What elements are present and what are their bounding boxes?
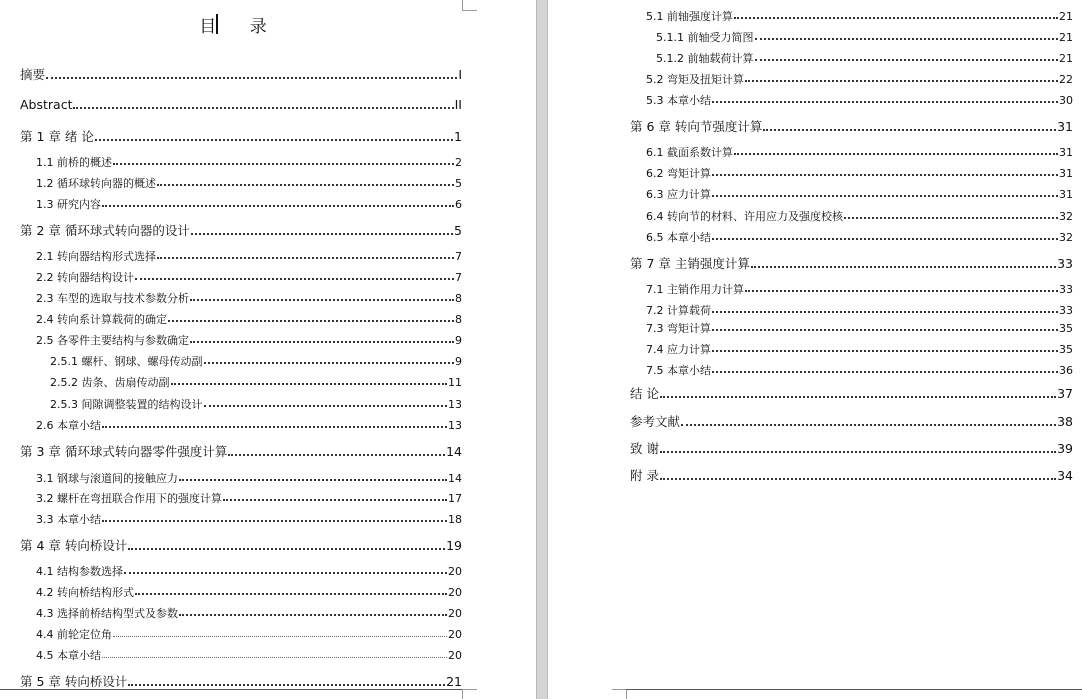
margin-line <box>0 689 462 690</box>
toc-page-number: 39 <box>1057 441 1073 456</box>
dot-leader <box>734 153 1058 155</box>
toc-page-number: 8 <box>455 292 462 305</box>
dot-leader <box>113 163 454 165</box>
toc-section-entry[interactable] <box>646 323 1073 334</box>
toc-entry-label: 2.5.3 间隙调整装置的结构设计 <box>50 398 203 411</box>
dot-leader <box>95 139 453 141</box>
toc-entry-label: 第 2 章 循环球式转向器的设计 <box>20 223 190 238</box>
toc-page-number: 37 <box>1057 386 1073 401</box>
margin-corner-mark <box>612 689 627 699</box>
toc-section-entry[interactable] <box>36 473 462 484</box>
toc-entry-label: 4.1 结构参数选择 <box>36 565 123 578</box>
toc-entry-label: 1.3 研究内容 <box>36 198 101 211</box>
toc-page-number: 9 <box>455 334 462 347</box>
toc-entry-label: 1.1 前桥的概述 <box>36 156 112 169</box>
toc-section-entry[interactable] <box>50 399 462 410</box>
toc-chapter-entry[interactable] <box>20 131 462 144</box>
toc-chapter-entry[interactable] <box>630 470 1073 483</box>
toc-entry-label: 7.1 主销作用力计算 <box>646 283 744 296</box>
toc-entry-label: 4.4 前轮定位角 <box>36 628 112 641</box>
toc-page-number: 21 <box>1059 52 1073 65</box>
toc-entry-label: 第 3 章 循环球式转向器零件强度计算 <box>20 444 228 459</box>
margin-corner-mark <box>462 689 477 699</box>
margin-line <box>626 689 1082 690</box>
toc-page-number: 9 <box>455 355 462 368</box>
dot-leader <box>124 572 447 574</box>
dot-leader <box>157 184 454 186</box>
dot-leader <box>660 451 1056 453</box>
toc-chapter-entry[interactable] <box>20 225 462 238</box>
toc-entry-label: 2.5.2 齿条、齿扇传动副 <box>50 376 170 389</box>
toc-entry-label: 4.3 选择前桥结构型式及参数 <box>36 607 178 620</box>
dot-leader <box>135 593 447 595</box>
dot-leader <box>128 684 445 686</box>
left-page <box>0 0 536 699</box>
dot-leader <box>712 371 1058 373</box>
dot-leader <box>190 341 454 343</box>
toc-section-entry[interactable] <box>646 232 1073 243</box>
toc-page-number: 6 <box>455 198 462 211</box>
toc-entry-label: 参考文献 <box>630 414 681 429</box>
toc-chapter-entry[interactable] <box>630 416 1073 429</box>
toc-section-entry[interactable] <box>646 344 1073 355</box>
toc-entry-label: 4.2 转向桥结构形式 <box>36 586 134 599</box>
dot-leader <box>223 499 447 501</box>
dot-leader <box>712 329 1058 331</box>
dot-leader <box>171 383 448 385</box>
toc-page-number: 20 <box>448 628 462 641</box>
dot-leader <box>712 238 1058 240</box>
dot-leader <box>190 299 454 301</box>
toc-title: 目 录 <box>199 17 281 37</box>
toc-page-number: 30 <box>1059 94 1073 107</box>
toc-chapter-entry[interactable] <box>20 446 462 459</box>
dot-leader <box>755 59 1059 61</box>
toc-page-number: 21 <box>446 674 462 689</box>
toc-entry-label: 7.2 计算载荷 <box>646 304 711 317</box>
toc-page-number: 21 <box>1059 10 1073 23</box>
toc-entry-label: Abstract <box>20 97 73 112</box>
toc-section-entry[interactable] <box>656 32 1073 43</box>
toc-page-number: 35 <box>1059 343 1073 356</box>
toc-page-number: 5 <box>454 223 462 238</box>
toc-section-entry[interactable] <box>656 53 1073 64</box>
dot-leader <box>102 426 447 428</box>
toc-section-entry[interactable] <box>50 377 462 388</box>
toc-section-entry[interactable] <box>646 74 1073 85</box>
toc-entry-label: 7.4 应力计算 <box>646 343 711 356</box>
toc-page-number: 13 <box>448 398 462 411</box>
toc-page-number: 17 <box>448 492 462 505</box>
toc-entry-label: 3.1 钢球与滚道间的接触应力 <box>36 472 178 485</box>
toc-entry-label: 第 1 章 绪 论 <box>20 129 94 144</box>
toc-page-number: 13 <box>448 419 462 432</box>
toc-page-number: 38 <box>1057 414 1073 429</box>
toc-page-number: 32 <box>1059 210 1073 223</box>
dot-leader <box>734 17 1058 19</box>
dot-leader <box>179 479 447 481</box>
toc-page-number: I <box>458 67 462 82</box>
toc-section-entry[interactable] <box>36 272 462 283</box>
right-page <box>548 0 1082 699</box>
dot-leader <box>135 278 454 280</box>
margin-corner-mark <box>462 0 477 11</box>
toc-entry-label: 致 谢 <box>630 441 659 456</box>
toc-page-number: 7 <box>455 250 462 263</box>
toc-page-number: 31 <box>1059 188 1073 201</box>
toc-page-number: 31 <box>1059 167 1073 180</box>
dot-leader <box>204 405 448 407</box>
toc-entry-label: 3.2 螺杆在弯扭联合作用下的强度计算 <box>36 492 222 505</box>
toc-section-entry[interactable] <box>36 629 462 640</box>
dot-leader <box>712 174 1058 176</box>
dot-leader <box>844 217 1058 219</box>
toc-chapter-entry[interactable] <box>20 540 462 553</box>
dot-leader <box>102 205 454 207</box>
toc-entry-label: 4.5 本章小结 <box>36 649 101 662</box>
toc-entry-label: 2.1 转向器结构形式选择 <box>36 250 156 263</box>
toc-entry-label: 第 6 章 转向节强度计算 <box>630 119 763 134</box>
toc-entry-label: 6.4 转向节的材料、许用应力及强度校核 <box>646 210 843 223</box>
dot-leader <box>755 38 1059 40</box>
toc-entry-label: 结 论 <box>630 386 659 401</box>
toc-section-entry[interactable] <box>36 650 462 661</box>
toc-section-entry[interactable] <box>36 293 462 304</box>
toc-page-number: 14 <box>448 472 462 485</box>
toc-section-entry[interactable] <box>36 251 462 262</box>
toc-entry-label: 5.1 前轴强度计算 <box>646 10 733 23</box>
toc-section-entry[interactable] <box>36 314 462 325</box>
toc-page-number: 32 <box>1059 231 1073 244</box>
toc-page-number: 35 <box>1059 322 1073 335</box>
toc-entry-label: 5.1.1 前轴受力简图 <box>656 31 754 44</box>
toc-page-number: 31 <box>1057 119 1073 134</box>
dot-leader <box>191 233 453 235</box>
dot-leader <box>179 614 447 616</box>
toc-page-number: 20 <box>448 607 462 620</box>
dot-leader <box>157 257 454 259</box>
toc-page-number: 1 <box>454 129 462 144</box>
dot-leader <box>712 101 1058 103</box>
dot-leader <box>228 454 445 456</box>
toc-chapter-entry[interactable] <box>630 121 1073 134</box>
toc-page-number: 31 <box>1059 146 1073 159</box>
toc-entry-label: 6.1 截面系数计算 <box>646 146 733 159</box>
dot-leader <box>745 290 1058 292</box>
toc-page-number: 2 <box>455 156 462 169</box>
dot-leader <box>712 195 1058 197</box>
toc-section-entry[interactable] <box>646 189 1073 200</box>
toc-entry-label: 2.5 各零件主要结构与参数确定 <box>36 334 189 347</box>
toc-page-number: 14 <box>446 444 462 459</box>
toc-section-entry[interactable] <box>36 178 462 189</box>
toc-section-entry[interactable] <box>646 365 1073 376</box>
toc-entry-label: 6.3 应力计算 <box>646 188 711 201</box>
dot-leader <box>168 320 454 322</box>
page-gap <box>536 0 548 699</box>
toc-chapter-entry[interactable] <box>630 258 1073 271</box>
toc-entry-label: 3.3 本章小结 <box>36 513 101 526</box>
dot-leader <box>102 520 447 522</box>
toc-section-entry[interactable] <box>646 211 1073 222</box>
dot-leader <box>113 636 447 637</box>
toc-entry-label: 5.3 本章小结 <box>646 94 711 107</box>
toc-chapter-entry[interactable] <box>20 69 462 82</box>
toc-entry-label: 第 5 章 转向桥设计 <box>20 674 128 689</box>
dot-leader <box>751 266 1056 268</box>
toc-page-number: 20 <box>448 565 462 578</box>
dot-leader <box>712 311 1058 313</box>
toc-chapter-entry[interactable] <box>630 443 1073 456</box>
dot-leader <box>712 350 1058 352</box>
toc-chapter-entry[interactable] <box>630 388 1073 401</box>
toc-section-entry[interactable] <box>36 566 462 577</box>
toc-section-entry[interactable] <box>36 493 462 504</box>
toc-page-number: 33 <box>1059 304 1073 317</box>
toc-entry-label: 6.2 弯矩计算 <box>646 167 711 180</box>
toc-page-number: 11 <box>448 376 462 389</box>
toc-entry-label: 2.6 本章小结 <box>36 419 101 432</box>
toc-entry-label: 5.2 弯矩及扭矩计算 <box>646 73 744 86</box>
toc-section-entry[interactable] <box>36 199 462 210</box>
toc-page-number: 8 <box>455 313 462 326</box>
dot-leader <box>204 362 455 364</box>
toc-section-entry[interactable] <box>36 608 462 619</box>
toc-page-number: 7 <box>455 271 462 284</box>
toc-page-number: 33 <box>1057 256 1073 271</box>
toc-section-entry[interactable] <box>646 284 1073 295</box>
toc-page-number: 20 <box>448 586 462 599</box>
toc-page-number: 5 <box>455 177 462 190</box>
toc-entry-label: 第 7 章 主销强度计算 <box>630 256 750 271</box>
toc-entry-label: 5.1.2 前轴载荷计算 <box>656 52 754 65</box>
toc-section-entry[interactable] <box>36 420 462 431</box>
dot-leader <box>763 129 1056 131</box>
toc-section-entry[interactable] <box>646 305 1073 316</box>
toc-page-number: 34 <box>1057 468 1073 483</box>
toc-page-number: 19 <box>446 538 462 553</box>
dot-leader <box>128 548 445 550</box>
toc-chapter-entry[interactable] <box>20 676 462 689</box>
toc-section-entry[interactable] <box>36 514 462 525</box>
toc-entry-label: 2.4 转向系计算载荷的确定 <box>36 313 167 326</box>
dot-leader <box>660 478 1056 480</box>
toc-entry-label: 第 4 章 转向桥设计 <box>20 538 128 553</box>
toc-entry-label: 7.3 弯矩计算 <box>646 322 711 335</box>
toc-entry-label: 7.5 本章小结 <box>646 364 711 377</box>
toc-entry-label: 2.5.1 螺杆、钢球、螺母传动副 <box>50 355 203 368</box>
toc-section-entry[interactable] <box>36 335 462 346</box>
toc-entry-label: 2.2 转向器结构设计 <box>36 271 134 284</box>
dot-leader <box>681 424 1056 426</box>
toc-section-entry[interactable] <box>646 168 1073 179</box>
toc-page-number: 20 <box>448 649 462 662</box>
toc-section-entry[interactable] <box>646 95 1073 106</box>
toc-entry-label: 6.5 本章小结 <box>646 231 711 244</box>
toc-section-entry[interactable] <box>36 157 462 168</box>
toc-page-number: 22 <box>1059 73 1073 86</box>
toc-page-number: 33 <box>1059 283 1073 296</box>
toc-entry-label: 2.3 车型的选取与技术参数分析 <box>36 292 189 305</box>
toc-page-number: 36 <box>1059 364 1073 377</box>
dot-leader <box>102 657 447 658</box>
toc-chapter-entry[interactable] <box>20 99 462 112</box>
toc-section-entry[interactable] <box>646 11 1073 22</box>
dot-leader <box>745 80 1058 82</box>
dot-leader <box>73 107 453 109</box>
dot-leader <box>46 77 457 79</box>
dot-leader <box>660 396 1056 398</box>
toc-entry-label: 附 录 <box>630 468 659 483</box>
toc-section-entry[interactable] <box>50 356 462 367</box>
toc-section-entry[interactable] <box>646 147 1073 158</box>
toc-page-number: 21 <box>1059 31 1073 44</box>
toc-entry-label: 摘要 <box>20 67 46 82</box>
toc-entry-label: 1.2 循环球转向器的概述 <box>36 177 156 190</box>
toc-page-number: II <box>454 97 462 112</box>
toc-section-entry[interactable] <box>36 587 462 598</box>
toc-page-number: 18 <box>448 513 462 526</box>
